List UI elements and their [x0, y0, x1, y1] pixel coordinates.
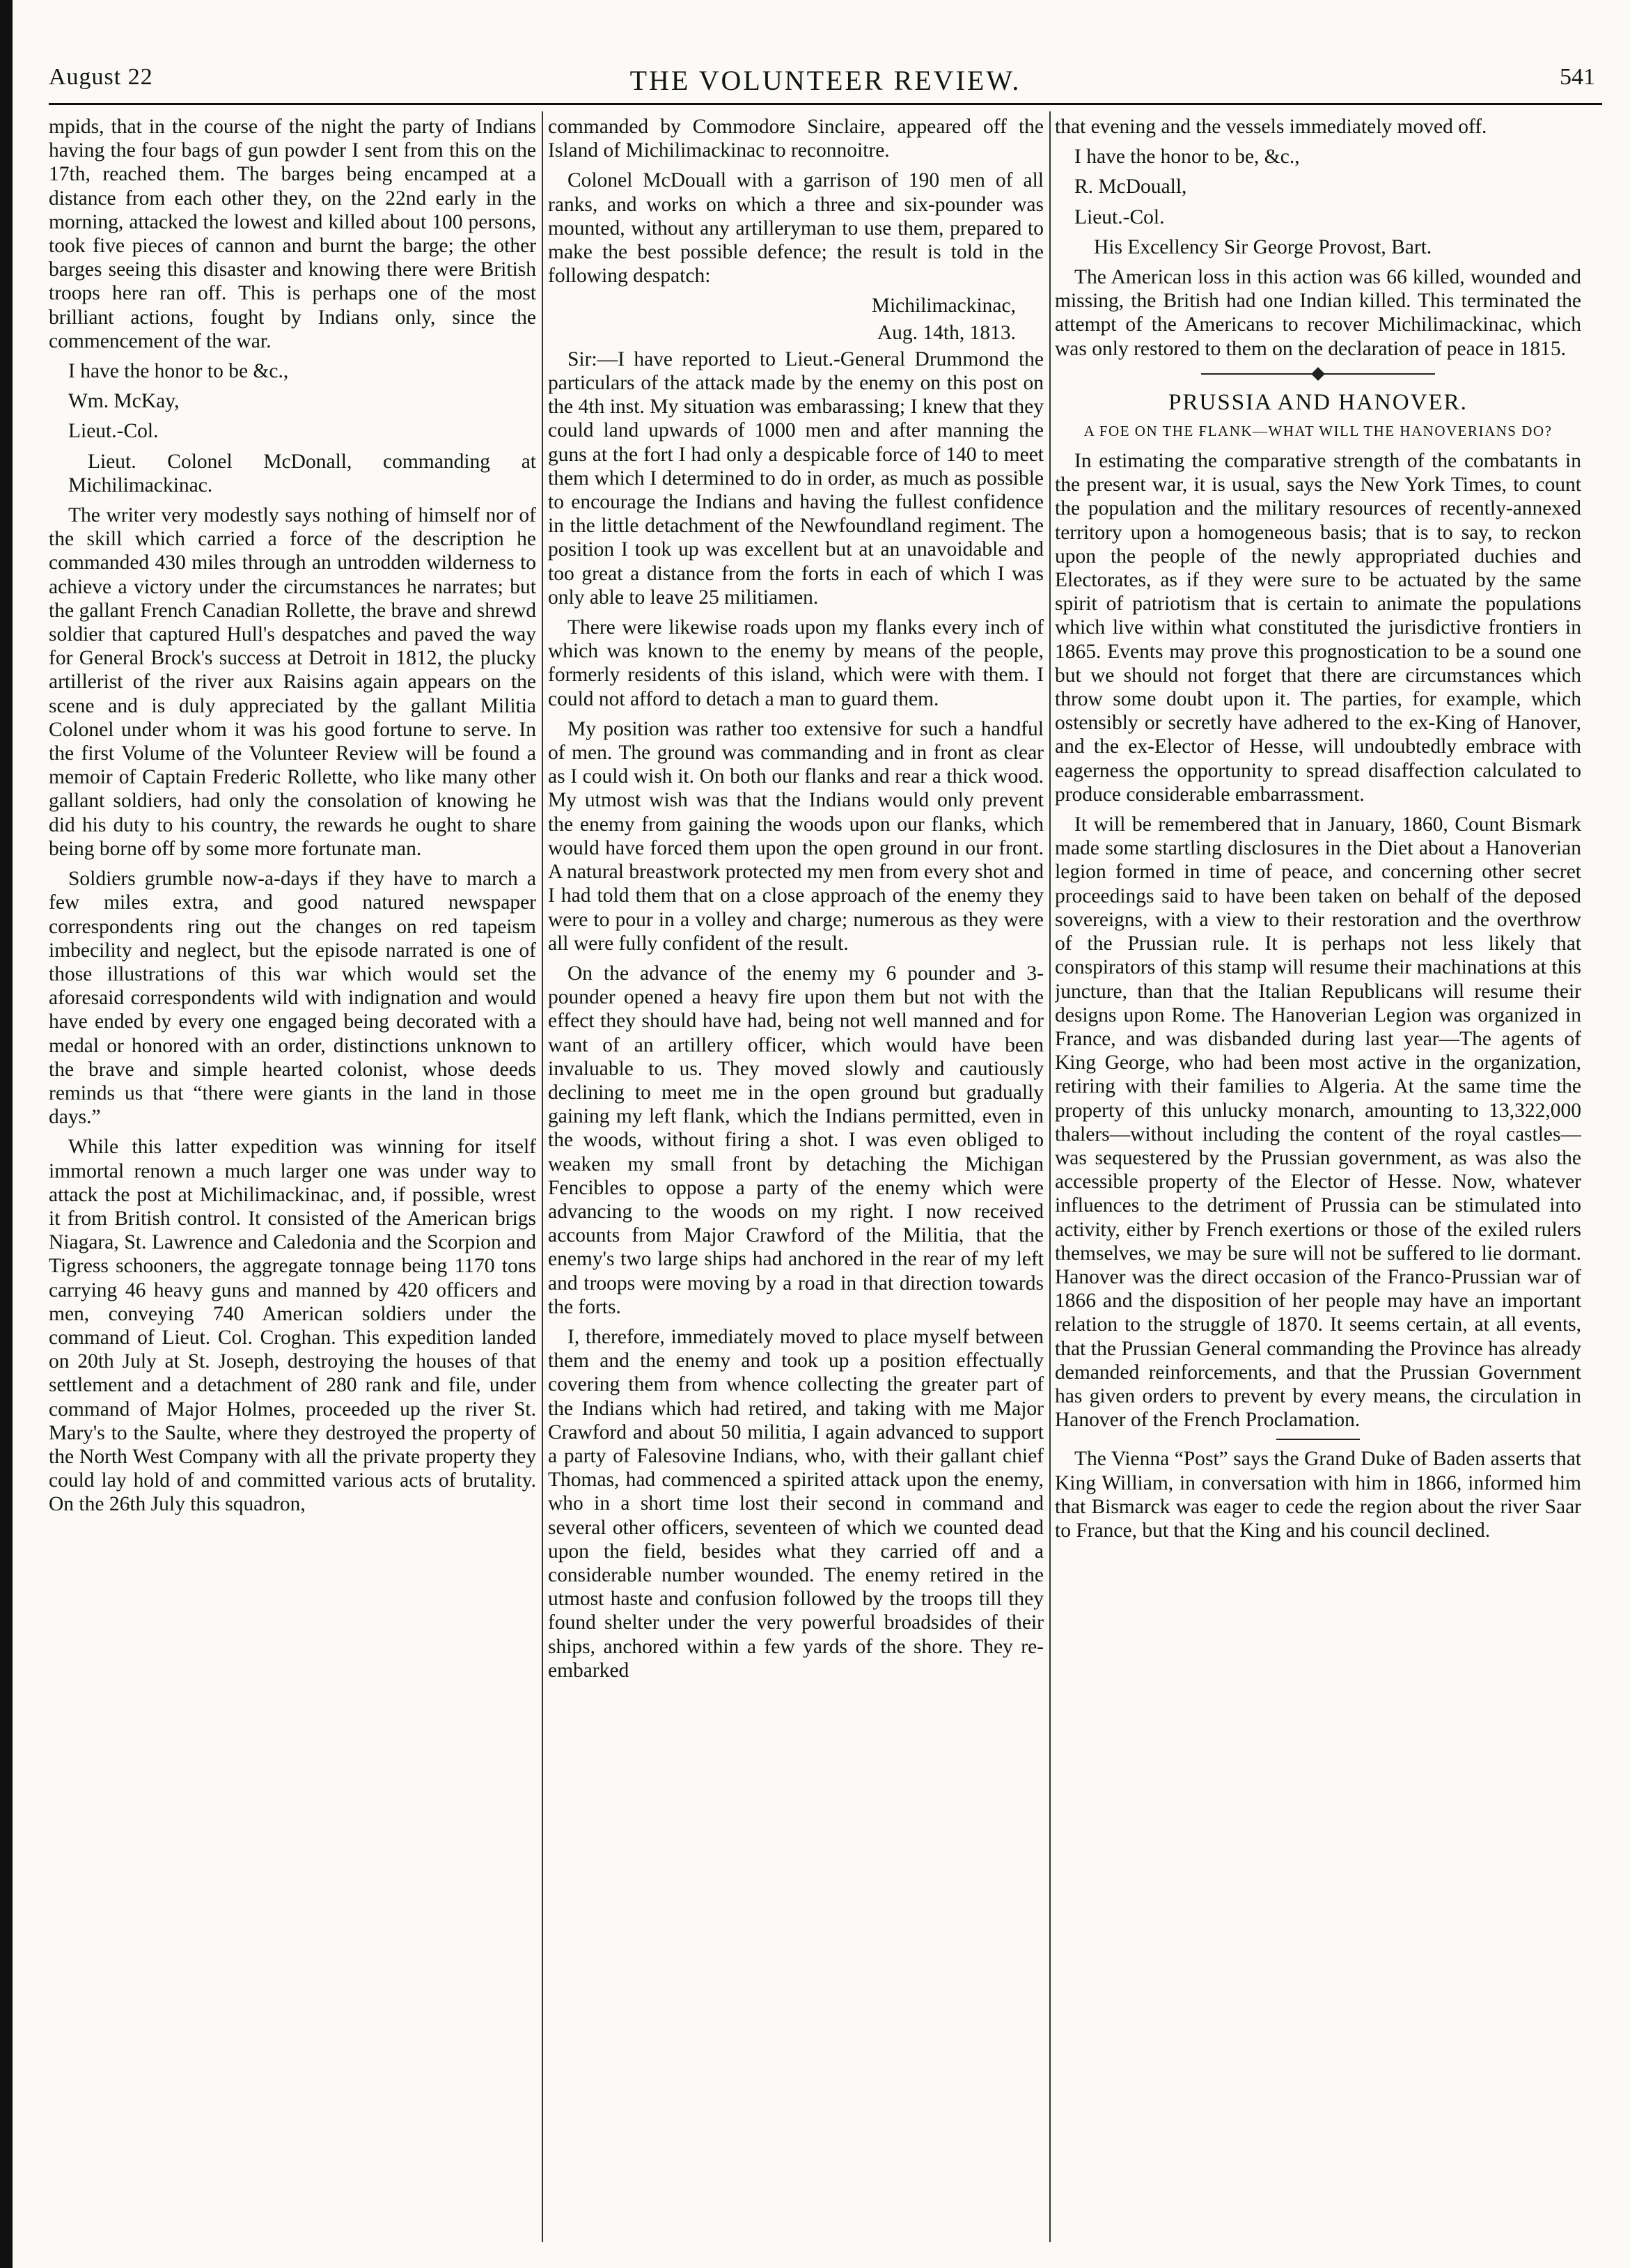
- paragraph: In estimating the comparative strength of the combatants in the present war, it is usual, says the New York Times, to count the population and the military resources of recently-annexed territory upon a homogeneous basis; that is to say, to reckon upon the people of the newly appropriated duchies and Electorates, as if they were sure to be actuated by the same spirit of patriotism that is certain to animate the populations which live within what constituted the jurisdictive frontiers in 1865. Events may prove this prognostication to be a sound one but we should not forget that there are circumstances which throw some doubt upon it. The parties, for example, which ostensibly or secretly have adhered to the ex-King of Hanover, and the ex-Elector of Hesse, will undoubtedly embrace with eagerness the opportunity to spread disaffection calculated to produce considerable embarrassment.: [1055, 450, 1581, 806]
- page-header: [49, 64, 1602, 106]
- section-divider-ornament: [1055, 367, 1581, 381]
- paragraph: mpids, that in the course of the night the party of Indians having the four bags of gun powder I sent from this on the 17th, reached them. The barges being encamped at a distance from each other they, on the 22nd early in the morning, attacked the lowest and killed about 100 persons, took five pieces of cannon and burnt the barge; the other barges seeing this disaster and knowing there were British troops here ran off. This is perhaps one of the most brilliant actions, fought by Indians only, since the commencement of the war.: [49, 116, 536, 352]
- issue-date: August 22: [49, 64, 153, 90]
- signature-name: Wm. McKay,: [68, 390, 180, 413]
- closing-line: I have the honor to be &c.,: [68, 360, 289, 383]
- paragraph: Soldiers grumble now-a-days if they have to march a few miles extra, and good natured newspaper correspondents ring out the changes on red tapeism imbecility and neglect, but the episode narrated is one of those illustrations of this war which would set the aforesaid correspondents wild with indignation and would have ended by every one engaged being decorated with a medal or honored with an order, distinctions unknown to the brave and simple hearted colonist, whose deeds reminds us that “there were giants in the land in those days.”: [49, 868, 536, 1129]
- article-subhead: A FOE ON THE FLANK—WHAT WILL THE HANOVERIANS DO?: [1083, 423, 1553, 440]
- closing-line: I have the honor to be, &c.,: [1074, 146, 1300, 169]
- paragraph: I, therefore, immediately moved to place myself between them and the enemy and took up a position effectually covering them from whence collecting the greater part of the Indians which had retired, and taking with me Major Crawford and about 50 militia, I again advanced to support a party of Falesovine Indians, who, with their gallant chief Thomas, had commenced a spirited attack upon the enemy, who in a short time lost their second in command and several other officers, seventeen of which we counted dead upon the field, besides what they carried off and a considerable number wounded. The enemy retired in the utmost haste and confusion followed by the troops till they found shelter under the very powerful broadsides of their ships, anchored within a few yards of the shore. They re-embarked: [548, 1325, 1044, 1682]
- header-rule: [49, 103, 1602, 105]
- paragraph: that evening and the vessels immediately moved off.: [1055, 116, 1487, 138]
- page-edge-bar: [0, 0, 13, 2268]
- paragraph: While this latter expedition was winning for itself immortal renown a much larger one was under way to attack the post at Michilimackinac, and, if possible, wrest it from British control. It consisted of the American brigs Niagara, St. Lawrence and Caledonia and the Scorpion and Tigress schooners, the aggregate tonnage being 1170 tons carrying 46 heavy guns and manned by 420 officers and men, conveying 740 American soldiers under the command of Lieut. Col. Croghan. This expedition landed on 20th July at St. Joseph, destroying the houses of that settlement and a detachment of 280 rank and file, under command of Major Holmes, proceeded up the river St. Mary's to the Saulte, where they destroyed the property of the North West Company with all the private property they could lay hold of and committed various acts of brutality. On the 26th July this squadron,: [49, 1136, 536, 1516]
- article-title: PRUSSIA AND HANOVER.: [1168, 389, 1468, 415]
- paragraph: Colonel McDouall with a garrison of 190 men of all ranks, and works on which a three and six-pounder was mounted, without any artilleryman to use them, prepared to make the best possible defence; the result is told in the following despatch:: [548, 169, 1044, 288]
- paragraph: The writer very modestly says nothing of himself nor of the skill which carried a force of the description he commanded 430 miles through an untrodden wilderness to achieve a victory under the circumstances he narrates; but the gallant French Canadian Rollette, the brave and shrewd soldier that captured Hull's despatches and paved the way for General Brock's success at Detroit in 1812, the plucky artillerist of the river aux Raisins again appears on the scene and is duly appreciated by the gallant Militia Colonel under whom it was his good fortune to serve. In the first Volume of the Volunteer Review will be found a memoir of Captain Frederic Rollette, who like many other gallant soldiers, had only the consolation of knowing he did his duty to his country, the rewards he ought to share being borne off by some more fortunate man.: [49, 504, 536, 860]
- dateline-date: Aug. 14th, 1813.: [877, 321, 1016, 344]
- column-divider: [542, 111, 543, 2242]
- paragraph: It will be remembered that in January, 1860, Count Bismark made some startling disclosures in the Diet about a Hanoverian legion formed in time of peace, and concerning other secret proceedings said to have been taken on behalf of the deposed sovereigns, with a view to their restoration and the overthrow of the Prussian rule. It is perhaps not less likely that conspirators of this stamp will resume their machinations at this juncture, than that the Italian Republicans will resume their designs upon Rome. The Hanoverian Legion was organized in France, and was disbanded during last year—The agents of King George, who had been most active in the organization, retiring with their families to Algeria. At the same time the property of this unlucky monarch, amounting to 13,322,000 thalers—without including the content of the royal castles—was sequestered by the Prussian government, as was also the accessible property of the Elector of Hesse. Now, whatever influences to the detriment of Prussia can be stimulated into activity, either by French exertions or those of the exiled rulers themselves, we may be sure will not be suffered to lie dormant. Hanover was the direct occasion of the Franco-Prussian war of 1866 and the disposition of her people may have an important relation to the struggle of 1870. It seems certain, at all events, that the Prussian General commanding the Province has already demanded reinforcements, and that the Prussian Government has given orders to prevent by every means, the circulation in Hanover of the French Proclamation.: [1055, 813, 1581, 1432]
- paragraph: commanded by Commodore Sinclaire, appeared off the Island of Michilimackinac to reconnoitre.: [548, 116, 1044, 162]
- paragraph: My position was rather too extensive for such a handful of men. The ground was commanding and in front as clear as I could wish it. On both our flanks and rear a thick wood. My utmost wish was that the Indians would only prevent the enemy from gaining the woods upon our flanks, which would have forced them upon the open ground in our front. A natural breastwork protected my men from every shot and I had told them that on a close approach of the enemy they were to pour in a volley and charge; numerous as they were all were fully confident of the result.: [548, 717, 1044, 955]
- paragraph: Sir:—I have reported to Lieut.-General Drummond the particulars of the attack made by the enemy on this post on the 4th inst. My situation was embarassing; I knew that they could land upwards of 1000 men and after manning the guns at the fort I had only a despicable force of 140 to meet them which I determined to do in order, as much as possible to encourage the Indians and having the fullest confidence in the little detachment of the Newfoundland regiment. The position I took up was excellent but at an unavoidable and too great a distance from the forts in each of which I was only able to leave 25 militiamen.: [548, 347, 1044, 609]
- short-rule: [1276, 1439, 1360, 1440]
- paragraph: The Vienna “Post” says the Grand Duke of Baden asserts that King William, in conversation with him in 1866, informed him that Bismarck was eager to cede the region about the river Saar to France, but that the King and his council declined.: [1055, 1448, 1581, 1542]
- signature-rank: Lieut.-Col.: [68, 420, 159, 443]
- paragraph: The American loss in this action was 66 killed, wounded and missing, the British had one Indian killed. This terminated the attempt of the Americans to recover Michilimackinac, which was only restored to them on the declaration of peace in 1815.: [1055, 266, 1581, 360]
- paragraph: There were likewise roads upon my flanks every inch of which was known to the enemy by means of the people, formerly residents of this island, which were with them. I could not afford to detach a man to guard them.: [548, 616, 1044, 710]
- signature-rank: Lieut.-Col.: [1074, 205, 1165, 228]
- column-divider: [1049, 111, 1051, 2242]
- dateline-place: Michilimackinac,: [871, 295, 1016, 318]
- column-1: [49, 115, 536, 2239]
- publication-title: THE VOLUNTEER REVIEW.: [629, 65, 1021, 96]
- page-number: 541: [1560, 64, 1595, 90]
- column-2: [548, 115, 1044, 2239]
- paragraph: On the advance of the enemy my 6 pounder and 3-pounder opened a heavy fire upon them but not with the effect they should have had, being not well manned and for want of an artillery officer, which would have been invaluable to us. They moved slowly and cautiously declining to meet me in the open ground but gradually gaining my left flank, which the Indians permitted, even in the woods, without firing a shot. I was even obliged to weaken my small front by detaching the Michigan Fencibles to oppose a party of the enemy which were advancing to the woods on my right. I now received accounts from Major Crawford of the Militia, that the enemy's two large ships had anchored in the rear of my left and troops were moving by a road in that direction towards the forts.: [548, 962, 1044, 1318]
- addressee: Lieut. Colonel McDonall, commanding at Michilimackinac.: [68, 450, 536, 496]
- addressee: His Excellency Sir George Provost, Bart.: [1094, 235, 1432, 258]
- signature-name: R. McDouall,: [1074, 175, 1187, 198]
- column-3: [1055, 115, 1581, 2239]
